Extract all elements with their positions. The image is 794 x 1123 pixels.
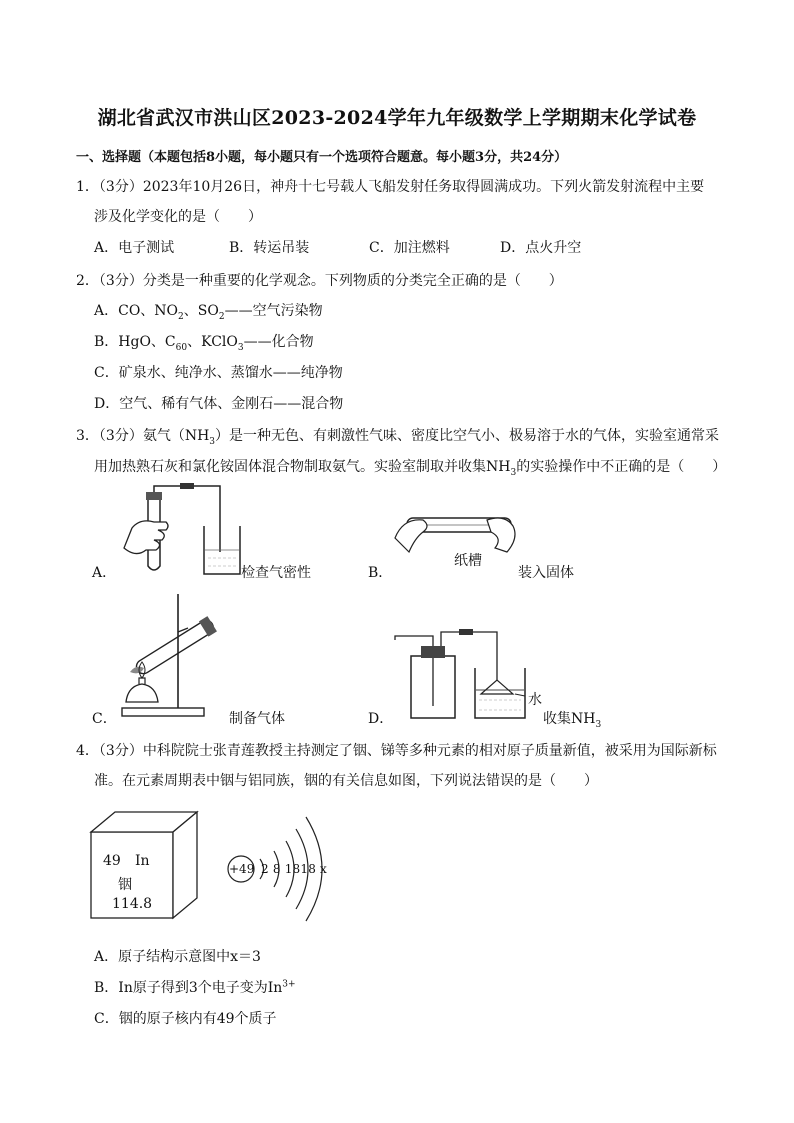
- q1-option-a: A．电子测试: [94, 240, 175, 256]
- page-title: 湖北省武汉市洪山区2023-2024学年九年级数学上学期期末化学试卷: [97, 107, 697, 129]
- q4-option-c: C．铟的原子核内有49个质子: [94, 1011, 277, 1027]
- q2-option-d: D．空气、稀有气体、金刚石——混合物: [94, 396, 344, 412]
- q4-option-a: A．原子结构示意图中x＝3: [94, 949, 261, 965]
- q3-figure-a: [110, 478, 250, 578]
- q3-stem-line1: 3．（3分）氨气$(NH_3)$是一种无色、有刺激性气味、密度比空气小、极易溶于水的气体，实验室通常采: [76, 428, 720, 447]
- q4-stem-line2: 准。在元素周期表中铟与铝同族，铟的有关信息如图，下列说法错误的是（ ）: [94, 773, 598, 789]
- q3-water-label: 水: [528, 692, 542, 708]
- atom-nucleus-charge: +49: [229, 862, 255, 876]
- q1-option-c: C．加注燃料: [369, 240, 450, 256]
- q3-paper-trough-label: 纸槽: [454, 553, 482, 569]
- q3-caption-d: 收集$NH_3$: [543, 711, 602, 730]
- q1-stem-line1: 1．（3分）2023年10月26日，神舟十七号载人飞船发射任务取得圆满成功。下列火箭发射流程中主要: [76, 179, 705, 195]
- section-heading: 一、选择题（本题包括8小题，每小题只有一个选项符合题意。每小题3分，共24分）: [76, 150, 568, 165]
- q3-label-a: A．: [92, 565, 117, 581]
- q2-option-c: C．矿泉水、纯净水、蒸馏水——纯净物: [94, 365, 343, 381]
- element-atomic-number: 49: [103, 853, 121, 869]
- element-atomic-mass: 114.8: [112, 896, 153, 912]
- q3-caption-a: 检查气密性: [241, 565, 311, 581]
- element-name: 铟: [118, 877, 132, 893]
- q3-figure-d: [393, 628, 533, 720]
- q3-figure-c: [112, 590, 222, 720]
- q1-option-b: B．转运吊装: [229, 240, 310, 256]
- q4-stem-line1: 4．（3分）中科院院士张青莲教授主持测定了铟、锑等多种元素的相对原子质量新值，被采用为国际新标: [76, 743, 717, 759]
- q1-stem-line2: 涉及化学变化的是（ ）: [94, 209, 262, 225]
- q2-option-b: B．HgO、$C_{60}$、KClO$_3$——化合物: [94, 334, 314, 353]
- q3-caption-b: 装入固体: [518, 565, 574, 581]
- element-symbol: In: [135, 853, 150, 869]
- q3-stem-line2: 用加热熟石灰和氯化铵固体混合物制取氨气。实验室制取并收集$NH_3$的实验操作中不正确的是（ ）: [94, 459, 727, 478]
- q3-label-d: D．: [368, 711, 394, 727]
- q3-label-c: C．: [92, 711, 117, 727]
- q3-label-b: B．: [368, 565, 393, 581]
- q2-option-a: A．CO、$NO_2$、$SO_2——$空气污染物: [94, 303, 323, 322]
- q3-caption-c: 制备气体: [229, 711, 285, 727]
- q4-option-b: B．In原子得到3个电子变为$In^{3+}$: [94, 979, 296, 996]
- q2-stem: 2．（3分）分类是一种重要的化学观念。下列物质的分类完全正确的是（ ）: [76, 273, 563, 289]
- q1-option-d: D．点火升空: [500, 240, 582, 256]
- atom-shell-electrons: 2 8 1818 x: [261, 862, 328, 876]
